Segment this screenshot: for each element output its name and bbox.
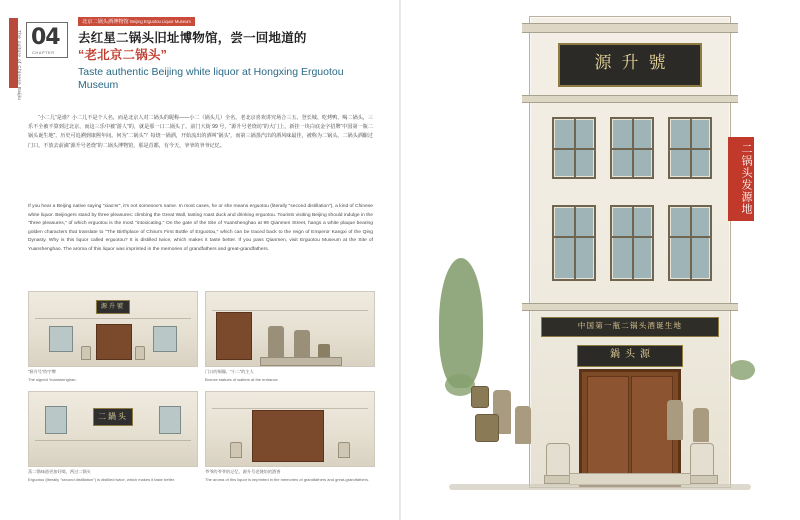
bronze-statue-3 [667, 400, 683, 440]
wall-line [212, 408, 368, 409]
bronze-statue-2 [515, 406, 531, 444]
window-mullion [612, 148, 652, 150]
cornice-mid [522, 95, 738, 103]
facade-illustration [29, 292, 197, 366]
window-mullion [554, 148, 594, 150]
photo-erguotou-plaque [28, 391, 198, 467]
window-upper-left [552, 117, 596, 179]
window-mullion [574, 207, 576, 279]
erguotou-museum-illustration [431, 8, 761, 508]
chapter-number: 04 [31, 25, 60, 50]
photo-museum-door [205, 391, 375, 467]
chapter-sub-label: CHAPTER [32, 50, 55, 55]
facade-illustration [206, 392, 374, 466]
chapter-badge [26, 22, 68, 58]
page-title-en: Taste authentic Beijing white liquor at Hongxing Erguotou Museum [78, 66, 344, 91]
wall-line [212, 310, 368, 311]
page-title-cn-line1: 去红星二锅头旧址博物馆，尝一回地道的 [78, 31, 307, 45]
stone-lion-left [546, 443, 570, 479]
window [45, 406, 67, 434]
statue-plinth [260, 357, 342, 366]
window-upper-right [668, 117, 712, 179]
window-mullion [554, 236, 594, 238]
main-entrance-door [579, 369, 681, 487]
window-mullion [670, 148, 710, 150]
liquor-barrel-1 [475, 414, 499, 442]
window-mullion [612, 236, 652, 238]
window-mullion [690, 207, 692, 279]
wall-line [35, 440, 191, 441]
header-banner [78, 17, 195, 26]
stone-lion [230, 442, 242, 458]
window [49, 326, 73, 352]
photo-caption-cn: 蒸二锅味道更加好喝，两过二锅头 [28, 469, 91, 474]
stone-lion-right [690, 443, 714, 479]
cornice-lower [522, 303, 738, 311]
tree [439, 258, 483, 388]
facade-illustration [206, 292, 374, 366]
left-page [0, 0, 399, 520]
museum-door [252, 410, 324, 462]
body-text-cn: “小二儿”是谁？小二儿不是个人名，而是北京人对二锅头的昵称——小二（锅头儿）全名。老北京喜欢讲究场合三五、登长城、吃烤鸭、喝二锅头，三乐不全被不算到过北京，而这三乐中被“游人”的，就是那一口二锅头了。前门大街 99 号，“源升号老烧坊”的大门上，新挂一块白底金字招牌“中国第一瓶二锅头诞生地”，历史可追溯到康熙年间。何为“二锅头”？每烧一锅酒，开始流出的酒叫“锅头”，而第三锅蒸汽出的酒风味最佳，被称为二锅头。二锅头酒酿过门口，不放去前滴“源升号老烧”的二锅头博物馆，那是首都，有今天，爷爷的爷爷记忆。 [28, 115, 373, 149]
body-text-en: If you hear a Beijing native saying "xiao'er", it's not someone's name. In most cases, he or she means erguotou (literally "second distillation"), a kind of Chinese white liquor. Beijingers stand by three pleasures: climbing the Great Wall, tasting roast duck and drinking erguotou. Tourists visiting Beijing should indulge in the "three pleasures," of which erguotou is the most "intoxicating." On the gate of the Site of Yuanshenghao at 99 Qianmen Street, hangs a white plaque bearing golden characters that translate to "The Birthplace of China's First Bottle of Erguotou," which can be traced back to the reign of Emperor Kangxi of the Qing Dynasty. Why is this liquor called erguotou? It is distilled twice, which makes it taste better. If you pass Qianmen, visit Erguotou Museum at the Site of Yuanshenghao. The aroma of this liquor was imprinted in the memories of grandfathers and great-grandfathers. [28, 204, 373, 252]
wall-line [35, 318, 191, 319]
window [153, 326, 177, 352]
cornice-top [522, 23, 738, 33]
page-title-cn [78, 30, 378, 64]
shrub [729, 360, 755, 380]
building-door-sign: 鍋头源 [577, 345, 683, 367]
shop-sign: 源升號 [96, 300, 130, 314]
building-mid-sign: 中国第一瓶二锅头酒诞生地 [541, 317, 719, 337]
right-page [401, 0, 800, 520]
window-middle-center [610, 205, 654, 281]
erguotou-plaque: 二鍋头 [93, 408, 133, 426]
window-mullion [670, 236, 710, 238]
stone-lion [135, 346, 145, 360]
building-top-sign: 源升號 [558, 43, 702, 87]
photo-caption-en: Bronze statues of waiters at the entrance. [205, 377, 279, 382]
facade-illustration [29, 392, 197, 466]
window-upper-center [610, 117, 654, 179]
photo-caption-en: The signed Yuanshenghao. [28, 377, 77, 382]
ground-line [449, 484, 751, 490]
entrance-door [216, 312, 252, 360]
photo-caption-cn: 爷爷的爷爷的记忆，源升号老烧坊的酒香 [205, 469, 281, 474]
bronze-statue-4 [693, 408, 709, 442]
window [159, 406, 181, 434]
bronze-figure [268, 326, 284, 360]
photo-caption-cn: 门口的铜像，“小二”的主人 [205, 369, 254, 374]
stone-lion [81, 346, 91, 360]
photo-caption-en: The aroma of this liquor is imprinted in the memories of grandfathers and great-grandfathers. [205, 477, 370, 482]
photo-caption-en: Erguotou (literally "second distillation") is distilled twice, which makes it taste better. [28, 477, 176, 482]
entrance-door [96, 324, 132, 360]
door-leaf-left [587, 376, 629, 480]
bronze-figure [294, 330, 310, 360]
liquor-barrel-2 [471, 386, 489, 408]
header-banner-en: Beijing Erguotou Liquor Museum [130, 19, 191, 24]
vertical-banner: 二锅头发源地 [728, 137, 754, 221]
photo-statues [205, 291, 375, 367]
window-middle-left [552, 205, 596, 281]
window-mullion [632, 207, 634, 279]
window-middle-right [668, 205, 712, 281]
stone-lion [338, 442, 350, 458]
page-title-cn-line2: “老北京二锅头” [78, 48, 168, 62]
header-banner-cn: 北京二锅头酒博物馆 [82, 19, 129, 25]
photo-caption-cn: “源升号”的字牌 [28, 369, 56, 374]
photo-shop-front [28, 291, 198, 367]
side-tab-label: The culture of Chinese Baijiu [17, 30, 22, 101]
